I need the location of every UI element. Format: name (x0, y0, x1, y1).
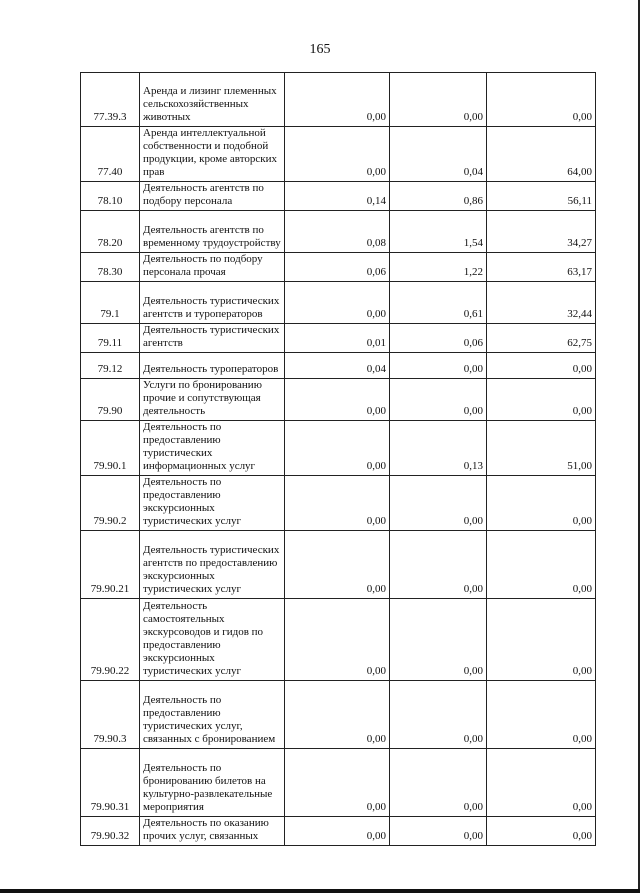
cell-name: Аренда и лизинг племенных сельскохозяйственных животных (140, 73, 285, 127)
cell-value-2: 0,04 (390, 127, 487, 182)
cell-code: 79.1 (81, 282, 140, 324)
table-row (81, 353, 596, 379)
cell-value-3: 63,17 (487, 253, 596, 282)
cell-value-2: 0,61 (390, 282, 487, 324)
cell-code: 79.12 (81, 353, 140, 379)
table-row (81, 253, 596, 282)
cell-code: 79.90.31 (81, 749, 140, 817)
cell-code: 79.90.32 (81, 817, 140, 846)
cell-value-2: 0,00 (390, 531, 487, 599)
cell-name: Деятельность по оказанию прочих услуг, связанных (140, 817, 285, 846)
cell-code: 79.11 (81, 324, 140, 353)
cell-value-2: 0,00 (390, 817, 487, 846)
cell-name: Деятельность туристических агентств и туроператоров (140, 282, 285, 324)
cell-value-2: 0,00 (390, 476, 487, 531)
cell-value-1: 0,00 (285, 599, 390, 681)
cell-code: 77.39.3 (81, 73, 140, 127)
cell-value-3: 51,00 (487, 421, 596, 476)
cell-code: 78.10 (81, 182, 140, 211)
cell-value-2: 0,06 (390, 324, 487, 353)
cell-value-3: 0,00 (487, 476, 596, 531)
scan-edge-bottom (0, 889, 640, 893)
cell-name: Деятельность агентств по временному трудоустройству (140, 211, 285, 253)
table-row (81, 421, 596, 476)
cell-value-1: 0,00 (285, 379, 390, 421)
cell-code: 78.30 (81, 253, 140, 282)
cell-value-1: 0,00 (285, 681, 390, 749)
cell-value-3: 0,00 (487, 379, 596, 421)
table-row (81, 681, 596, 749)
cell-code: 79.90 (81, 379, 140, 421)
cell-name: Деятельность по подбору персонала прочая (140, 253, 285, 282)
cell-value-2: 0,00 (390, 749, 487, 817)
cell-value-3: 0,00 (487, 353, 596, 379)
cell-value-3: 0,00 (487, 749, 596, 817)
table-row (81, 599, 596, 681)
cell-name: Деятельность по предоставлению туристических информационных услуг (140, 421, 285, 476)
cell-value-3: 0,00 (487, 681, 596, 749)
cell-name: Аренда интеллектуальной собственности и подобной продукции, кроме авторских прав (140, 127, 285, 182)
cell-value-2: 1,22 (390, 253, 487, 282)
cell-name: Деятельность по предоставлению экскурсионных туристических услуг (140, 476, 285, 531)
cell-name: Деятельность по предоставлению туристических услуг, связанных с бронированием (140, 681, 285, 749)
table-body (81, 73, 596, 846)
cell-value-3: 0,00 (487, 73, 596, 127)
cell-value-3: 0,00 (487, 817, 596, 846)
cell-value-2: 0,13 (390, 421, 487, 476)
cell-value-2: 0,00 (390, 379, 487, 421)
cell-value-1: 0,04 (285, 353, 390, 379)
page-number: 165 (309, 42, 331, 57)
cell-name: Деятельность агентств по подбору персонала (140, 182, 285, 211)
cell-value-2: 0,00 (390, 681, 487, 749)
cell-value-1: 0,00 (285, 817, 390, 846)
table-row (81, 817, 596, 846)
cell-value-2: 1,54 (390, 211, 487, 253)
cell-code: 79.90.22 (81, 599, 140, 681)
cell-value-2: 0,86 (390, 182, 487, 211)
cell-value-1: 0,14 (285, 182, 390, 211)
cell-value-1: 0,00 (285, 73, 390, 127)
cell-value-3: 0,00 (487, 531, 596, 599)
table-row (81, 211, 596, 253)
cell-value-1: 0,08 (285, 211, 390, 253)
cell-value-3: 34,27 (487, 211, 596, 253)
cell-value-3: 32,44 (487, 282, 596, 324)
cell-value-3: 64,00 (487, 127, 596, 182)
cell-code: 79.90.2 (81, 476, 140, 531)
activity-table (80, 72, 596, 846)
cell-value-1: 0,00 (285, 282, 390, 324)
cell-code: 78.20 (81, 211, 140, 253)
cell-code: 77.40 (81, 127, 140, 182)
cell-value-3: 62,75 (487, 324, 596, 353)
cell-value-3: 0,00 (487, 599, 596, 681)
cell-name: Деятельность самостоятельных экскурсоводов и гидов по предоставлению экскурсионных туристических услуг (140, 599, 285, 681)
cell-name: Деятельность туристических агентств по предоставлению экскурсионных туристических услуг (140, 531, 285, 599)
cell-name: Деятельность туроператоров (140, 353, 285, 379)
cell-value-2: 0,00 (390, 353, 487, 379)
table-row (81, 127, 596, 182)
table-row (81, 73, 596, 127)
cell-value-3: 56,11 (487, 182, 596, 211)
cell-name: Деятельность по бронированию билетов на культурно-развлекательные мероприятия (140, 749, 285, 817)
cell-value-2: 0,00 (390, 599, 487, 681)
cell-value-1: 0,00 (285, 127, 390, 182)
cell-value-1: 0,00 (285, 421, 390, 476)
cell-code: 79.90.21 (81, 531, 140, 599)
table-row (81, 531, 596, 599)
cell-code: 79.90.1 (81, 421, 140, 476)
cell-name: Услуги по бронированию прочие и сопутствующая деятельность (140, 379, 285, 421)
table-row (81, 749, 596, 817)
table-row (81, 476, 596, 531)
cell-value-1: 0,00 (285, 749, 390, 817)
cell-value-1: 0,06 (285, 253, 390, 282)
table-row (81, 182, 596, 211)
cell-value-2: 0,00 (390, 73, 487, 127)
cell-value-1: 0,01 (285, 324, 390, 353)
cell-value-1: 0,00 (285, 531, 390, 599)
table-row (81, 379, 596, 421)
table-row (81, 282, 596, 324)
table-row (81, 324, 596, 353)
cell-value-1: 0,00 (285, 476, 390, 531)
cell-code: 79.90.3 (81, 681, 140, 749)
cell-name: Деятельность туристических агентств (140, 324, 285, 353)
